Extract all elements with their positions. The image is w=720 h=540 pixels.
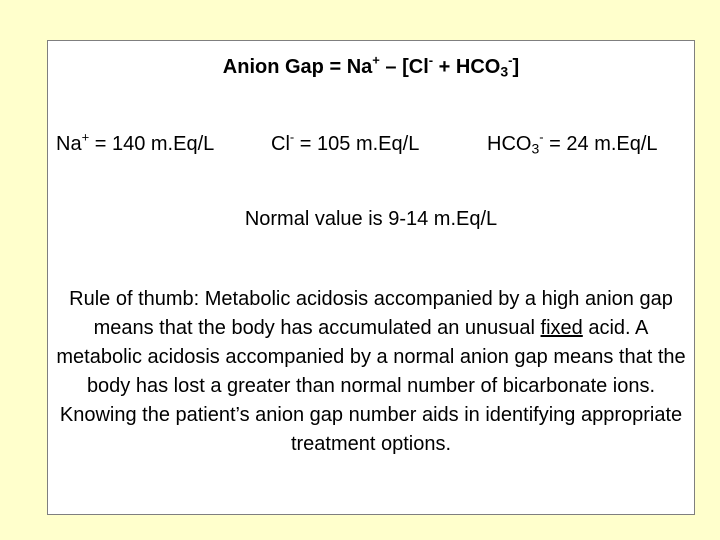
normal-value-text: Normal value is 9-14 m.Eq/L <box>244 208 498 230</box>
sodium-charge: + <box>81 129 90 145</box>
bicarbonate-amount: = 24 m.Eq/L <box>543 133 658 155</box>
bicarbonate-value <box>487 129 658 157</box>
rule-of-thumb-paragraph <box>49 285 693 459</box>
formula-prefix: Anion Gap = <box>222 56 347 78</box>
formula-hco3-charge: - <box>508 52 513 68</box>
rule-text-part2: acid. A metabolic acidosis accompanied by a normal anion gap means that the body has lost a greater than normal number of bicarbonate ions. Knowing the patient’s anion gap number aids in identifying appropriate treatment options. <box>56 317 686 455</box>
formula-na-charge: + <box>372 52 380 68</box>
sodium-amount: = 140 m.Eq/L <box>89 133 215 155</box>
sodium-value <box>56 129 215 156</box>
formula-hco3-subscript: 3 <box>500 63 509 80</box>
chloride-charge: - <box>289 129 295 145</box>
formula-na: Na <box>346 56 373 78</box>
chloride-amount: = 105 m.Eq/L <box>294 133 420 155</box>
bicarbonate-charge: - <box>539 129 544 145</box>
formula-close-bracket: ] <box>512 56 520 78</box>
chloride-ion: Cl <box>271 133 290 155</box>
anion-gap-formula <box>47 52 695 80</box>
bicarbonate-ion: HCO <box>487 133 532 155</box>
bicarbonate-subscript: 3 <box>531 140 540 157</box>
formula-minus-cl: – [Cl <box>379 56 429 78</box>
rule-text-part1: Rule of thumb: Metabolic acidosis accompanied by a high anion gap means that the body has accumulated an unusual <box>69 288 673 339</box>
formula-plus-hco: + HCO <box>433 56 501 78</box>
formula-cl-charge: - <box>428 52 434 68</box>
sodium-ion: Na <box>56 133 82 155</box>
chloride-value <box>271 129 420 156</box>
rule-underlined-word: fixed <box>540 317 583 339</box>
